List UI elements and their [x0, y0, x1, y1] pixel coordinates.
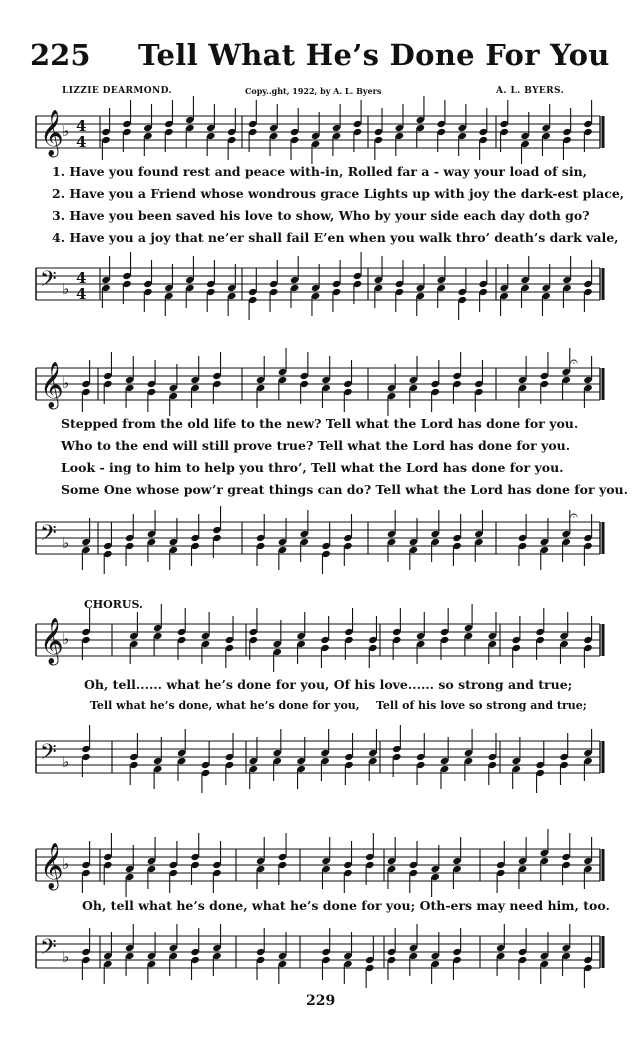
chorus-echo-1: Tell what he’s done, what he’s done for you,: [90, 699, 360, 712]
fermata-icon: 𝄐: [570, 508, 578, 524]
flat-sign-icon: ♭: [62, 534, 70, 552]
chorus-echo-2: Tell of his love so strong and true;: [376, 699, 587, 712]
copyright-notice: Copy..ght, 1922, by A. L. Byers: [245, 86, 382, 96]
treble-staff-system-2: [0, 354, 640, 412]
treble-clef-icon: 𝄞: [40, 110, 64, 156]
verse-2-line-2: Who to the end will still prove true? Tell what the Lord has done for you.: [61, 438, 571, 453]
flat-sign-icon: ♭: [62, 630, 70, 648]
flat-sign-icon: ♭: [62, 280, 70, 298]
bass-staff-system-1: [0, 262, 640, 312]
verse-3-line-1: 3. Have you been saved his love to show, Who by your side each day doth go?: [52, 208, 590, 223]
verse-4-line-2: Some One whose pow’r great things can do? Tell what the Lord has done for you.: [61, 482, 628, 497]
treble-staff-system-3: [0, 618, 640, 668]
chorus-line-1: Oh, tell...... what he’s done for you, Of his love...... so strong and true;: [84, 677, 573, 692]
time-signature-denominator: 4: [76, 133, 87, 151]
treble-clef-icon: 𝄞: [40, 362, 64, 408]
flat-sign-icon: ♭: [62, 122, 70, 140]
time-signature-numerator: 4: [76, 117, 87, 135]
treble-staff-system-4: [0, 843, 640, 893]
treble-clef-icon: 𝄞: [40, 843, 64, 889]
time-signature-numerator: 4: [76, 269, 87, 287]
verse-3-line-2: Look - ing to him to help you thro’, Tell what the Lord has done for you.: [61, 460, 564, 475]
page-number: 229: [306, 993, 336, 1009]
bass-clef-icon: 𝄢: [40, 740, 57, 770]
bass-staff-system-4: [0, 930, 640, 980]
bass-clef-icon: 𝄢: [40, 521, 57, 551]
flat-sign-icon: ♭: [62, 855, 70, 873]
hymn-title: Tell What He’s Done For You: [138, 38, 610, 72]
composer-credit: A. L. BYERS.: [496, 86, 565, 96]
verse-1-line-1: 1. Have you found rest and peace with-in, Rolled far a - way your load of sin,: [52, 164, 588, 179]
treble-staff-system-1: [0, 110, 640, 160]
hymn-number: 225: [30, 38, 91, 72]
time-signature-denominator: 4: [76, 285, 87, 303]
flat-sign-icon: ♭: [62, 948, 70, 966]
verse-4-line-1: 4. Have you a joy that ne’er shall fail E’en when you walk thro’ death’s dark vale,: [52, 230, 619, 245]
bass-clef-icon: 𝄢: [40, 267, 57, 297]
bass-clef-icon: 𝄢: [40, 935, 57, 965]
verse-2-line-1: 2. Have you a Friend whose wondrous grace Lights up with joy the dark-est place,: [52, 186, 625, 201]
bass-staff-system-3: [0, 735, 640, 785]
verse-1-line-2: Stepped from the old life to the new? Tell what the Lord has done for you.: [61, 416, 579, 431]
fermata-icon: 𝄐: [570, 354, 578, 370]
flat-sign-icon: ♭: [62, 374, 70, 392]
flat-sign-icon: ♭: [62, 753, 70, 771]
lyricist-credit: LIZZIE DEARMOND.: [62, 86, 173, 96]
chorus-label: CHORUS.: [84, 598, 143, 611]
chorus-line-2: Oh, tell what he’s done, what he’s done for you; Oth-ers may need him, too.: [82, 898, 610, 913]
treble-clef-icon: 𝄞: [40, 618, 64, 664]
bass-staff-system-2: [0, 508, 640, 566]
